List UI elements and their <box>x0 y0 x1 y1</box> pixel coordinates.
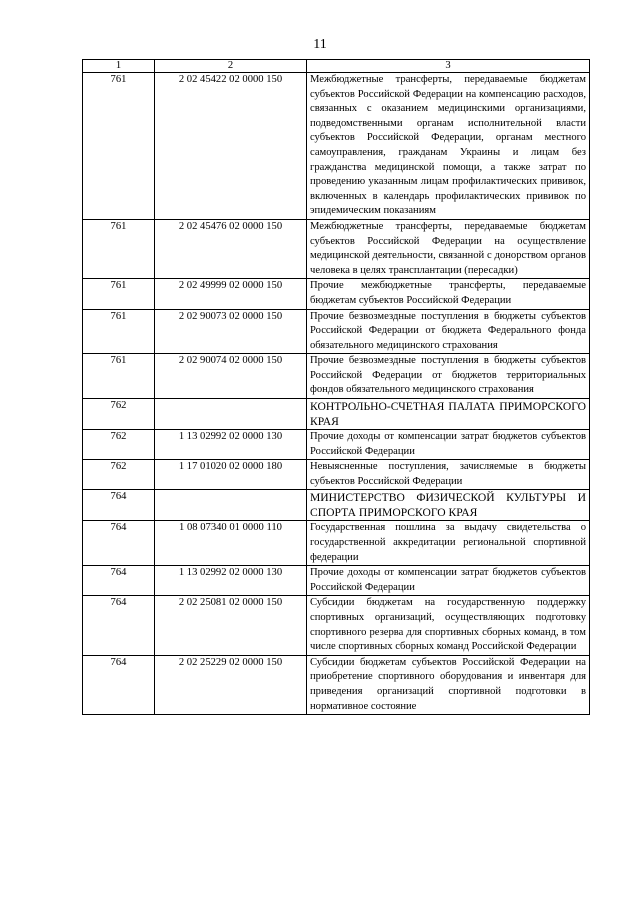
income-description-cell: Прочие безвозмездные поступления в бюджеты субъектов Российской Федерации от бюджетов территориальных фондов обязательного медицинского страхования <box>307 354 590 399</box>
department-name-cell: КОНТРОЛЬНО-СЧЕТНАЯ ПАЛАТА ПРИМОРСКОГО КРАЯ <box>307 399 590 430</box>
income-code-cell: 2 02 90073 02 0000 150 <box>155 309 307 354</box>
admin-code-cell: 764 <box>83 521 155 566</box>
income-code-cell: 1 13 02992 02 0000 130 <box>155 566 307 596</box>
table-row <box>83 219 590 278</box>
income-description-cell: Прочие безвозмездные поступления в бюджеты субъектов Российской Федерации от бюджета Федерального фонда обязательного медицинского страхования <box>307 309 590 354</box>
income-description-cell: Межбюджетные трансферты, передаваемые бюджетам субъектов Российской Федерации на компенсацию расходов, связанных с оказанием медицинскими организациями, подведомственными органам исполнительной власти субъектов Российской Федерации, органам местного самоуправления, гражданам Украины и лицам без гражданства медицинской помощи, а также затрат по проведению указанным лицам профилактических прививок, включенных в календарь профилактических прививок по эпидемическим показаниям <box>307 73 590 220</box>
income-description-cell: Прочие межбюджетные трансферты, передаваемые бюджетам субъектов Российской Федерации <box>307 279 590 309</box>
admin-code-cell: 762 <box>83 399 155 430</box>
admin-code-cell: 761 <box>83 279 155 309</box>
table-row <box>83 596 590 655</box>
column-header-code: 2 <box>155 60 307 73</box>
table-row <box>83 521 590 566</box>
income-code-cell: 2 02 49999 02 0000 150 <box>155 279 307 309</box>
column-header-admin: 1 <box>83 60 155 73</box>
income-code-cell <box>155 399 307 430</box>
income-code-cell <box>155 490 307 521</box>
admin-code-cell: 761 <box>83 354 155 399</box>
income-description-cell: Прочие доходы от компенсации затрат бюджетов субъектов Российской Федерации <box>307 430 590 460</box>
table-row <box>83 460 590 490</box>
income-description-cell: Субсидии бюджетам субъектов Российской Федерации на приобретение спортивного оборудования и инвентаря для приведения организаций спортивной подготовки в нормативное состояние <box>307 655 590 714</box>
income-code-cell: 2 02 25229 02 0000 150 <box>155 655 307 714</box>
admin-code-cell: 761 <box>83 219 155 278</box>
table-row <box>83 655 590 714</box>
column-header-description: 3 <box>307 60 590 73</box>
admin-code-cell: 761 <box>83 309 155 354</box>
table-header-row <box>83 60 590 73</box>
income-description-cell: Невыясненные поступления, зачисляемые в бюджеты субъектов Российской Федерации <box>307 460 590 490</box>
table-row <box>83 354 590 399</box>
budget-classification-table <box>82 59 590 715</box>
table-row <box>83 73 590 220</box>
admin-code-cell: 762 <box>83 430 155 460</box>
table-row <box>83 430 590 460</box>
department-row <box>83 490 590 521</box>
admin-code-cell: 764 <box>83 490 155 521</box>
department-row <box>83 399 590 430</box>
department-name-cell: МИНИСТЕРСТВО ФИЗИЧЕСКОЙ КУЛЬТУРЫ И СПОРТА ПРИМОРСКОГО КРАЯ <box>307 490 590 521</box>
income-code-cell: 1 08 07340 01 0000 110 <box>155 521 307 566</box>
page-number: 11 <box>313 37 327 52</box>
admin-code-cell: 761 <box>83 73 155 220</box>
income-code-cell: 2 02 45476 02 0000 150 <box>155 219 307 278</box>
income-code-cell: 2 02 90074 02 0000 150 <box>155 354 307 399</box>
table-row <box>83 279 590 309</box>
table-body <box>83 73 590 715</box>
income-code-cell: 1 13 02992 02 0000 130 <box>155 430 307 460</box>
income-code-cell: 2 02 45422 02 0000 150 <box>155 73 307 220</box>
income-description-cell: Прочие доходы от компенсации затрат бюджетов субъектов Российской Федерации <box>307 566 590 596</box>
admin-code-cell: 764 <box>83 566 155 596</box>
table-row <box>83 566 590 596</box>
table-row <box>83 309 590 354</box>
income-code-cell: 2 02 25081 02 0000 150 <box>155 596 307 655</box>
admin-code-cell: 764 <box>83 655 155 714</box>
admin-code-cell: 762 <box>83 460 155 490</box>
income-code-cell: 1 17 01020 02 0000 180 <box>155 460 307 490</box>
admin-code-cell: 764 <box>83 596 155 655</box>
income-description-cell: Государственная пошлина за выдачу свидетельства о государственной аккредитации региональной спортивной федерации <box>307 521 590 566</box>
income-description-cell: Субсидии бюджетам на государственную поддержку спортивных организаций, осуществляющих подготовку спортивного резерва для спортивных сборных команд, в том числе спортивных сборных команд Российской Федерации <box>307 596 590 655</box>
income-description-cell: Межбюджетные трансферты, передаваемые бюджетам субъектов Российской Федерации на осуществление медицинской деятельности, связанной с донорством органов человека в целях трансплантации (пересадки) <box>307 219 590 278</box>
